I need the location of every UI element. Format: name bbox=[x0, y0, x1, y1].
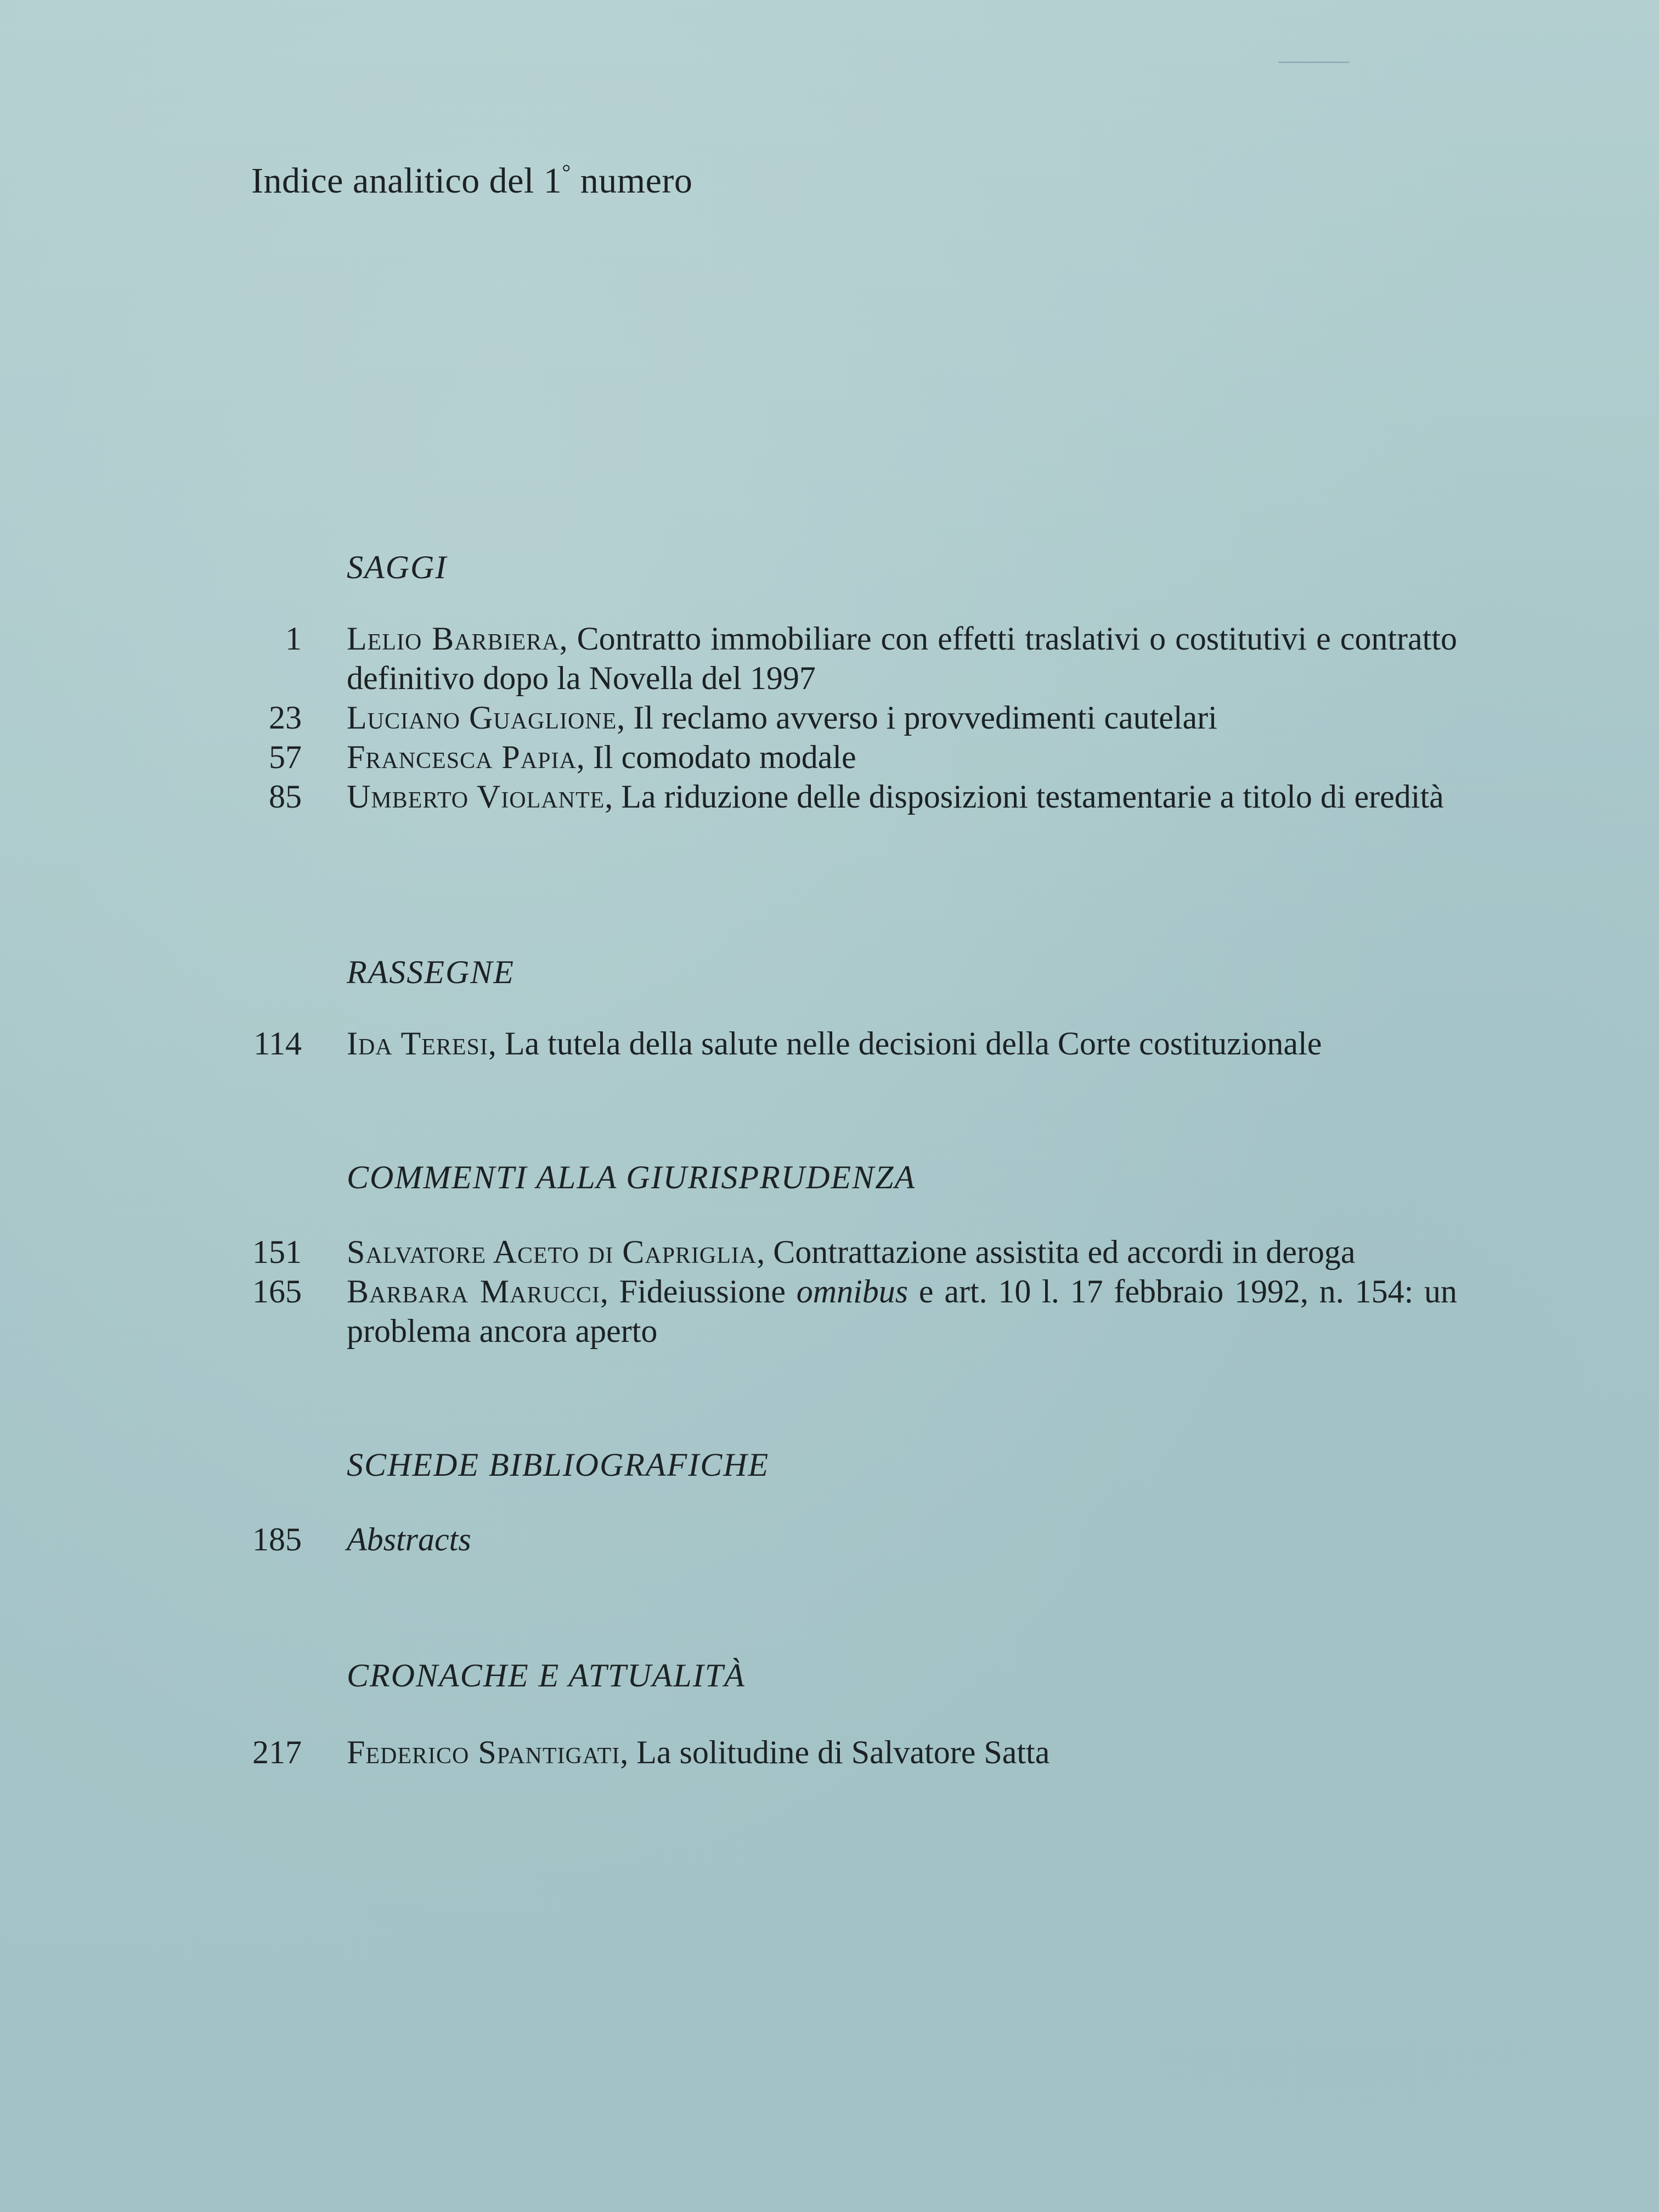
degree-sign: ° bbox=[562, 160, 571, 184]
section-heading-rassegne: RASSEGNE bbox=[347, 954, 515, 990]
section-heading-saggi: SAGGI bbox=[347, 549, 448, 585]
entry-text: Ida Teresi, La tutela della salute nelle decisioni della Corte costituzionale bbox=[347, 1025, 1322, 1062]
section-heading-commenti: COMMENTI ALLA GIURISPRUDENZA bbox=[347, 1159, 916, 1195]
entry-page-number: 85 bbox=[269, 778, 302, 815]
entry-author: Ida Teresi bbox=[347, 1025, 488, 1062]
entry-text: Lelio Barbiera, Contratto immobiliare con effetti traslativi o costitutivi e contratto definitivo dopo la Novella del 1997 bbox=[347, 620, 1457, 696]
entry-title-post: e art. 10 l. 17 febbraio 1992, n. 154: un problema ancora aperto bbox=[347, 1273, 1458, 1349]
entry-text bbox=[347, 1520, 1457, 1559]
entry-text: Francesca Papia, Il comodato modale bbox=[347, 739, 856, 775]
page-title-prefix: Indice analitico del 1 bbox=[251, 161, 562, 201]
entry-title: La solitudine di Salvatore Satta bbox=[636, 1734, 1050, 1770]
entry-text: Salvatore Aceto di Capriglia, Contrattazione assistita ed accordi in deroga bbox=[347, 1234, 1356, 1270]
section-heading-schede: SCHEDE BIBLIOGRAFICHE bbox=[347, 1447, 770, 1483]
entry-page-number: 151 bbox=[252, 1234, 302, 1270]
entry-author: Federico Spantigati bbox=[347, 1734, 620, 1770]
entry-title: Contratto immobiliare con effetti traslativi o costitutivi e contratto definitivo dopo la Novella del 1997 bbox=[347, 620, 1457, 696]
entry-author: Umberto Violante bbox=[347, 778, 605, 815]
entry-title-italic: omnibus bbox=[796, 1273, 909, 1310]
entry-title: La riduzione delle disposizioni testamentarie a titolo di eredità bbox=[621, 778, 1444, 815]
entry-title: Contrattazione assistita ed accordi in deroga bbox=[773, 1234, 1356, 1270]
entry-page-number: 217 bbox=[252, 1734, 302, 1770]
entry-title-italic: Abstracts bbox=[347, 1521, 471, 1558]
entry-page-number: 57 bbox=[269, 739, 302, 775]
page-title bbox=[251, 159, 692, 202]
entry-title: Il comodato modale bbox=[592, 739, 856, 775]
entry-page-number: 1 bbox=[285, 620, 302, 657]
entry-page-number: 165 bbox=[252, 1273, 302, 1310]
entry-author: Luciano Guaglione bbox=[347, 699, 617, 736]
entry-text: Barbara Marucci, Fideiussione omnibus e art. 10 l. 17 febbraio 1992, n. 154: un problema ancora aperto bbox=[347, 1273, 1458, 1349]
entry-title-pre: Fideiussione bbox=[619, 1273, 797, 1310]
section-heading-cronache: CRONACHE E ATTUALITÀ bbox=[347, 1657, 746, 1694]
entry-page-number: 114 bbox=[253, 1025, 302, 1062]
entry-author: Francesca Papia bbox=[347, 739, 577, 775]
entry-text: Federico Spantigati, La solitudine di Salvatore Satta bbox=[347, 1734, 1050, 1770]
paper-scratch-mark bbox=[1278, 61, 1350, 63]
entry-page-number: 23 bbox=[269, 699, 302, 736]
entry-text: Luciano Guaglione, Il reclamo avverso i provvedimenti cautelari bbox=[347, 699, 1217, 736]
entry-text: Umberto Violante, La riduzione delle disposizioni testamentarie a titolo di eredità bbox=[347, 778, 1444, 815]
entry-author: Salvatore Aceto di Capriglia bbox=[347, 1234, 757, 1270]
entry-title: Il reclamo avverso i provvedimenti cautelari bbox=[633, 699, 1217, 736]
page-title-suffix: numero bbox=[571, 161, 693, 201]
entry-author: Barbara Marucci bbox=[347, 1273, 600, 1310]
entry-title: La tutela della salute nelle decisioni della Corte costituzionale bbox=[504, 1025, 1322, 1062]
entry-author: Lelio Barbiera bbox=[347, 620, 560, 657]
entry-page-number: 185 bbox=[252, 1521, 302, 1558]
